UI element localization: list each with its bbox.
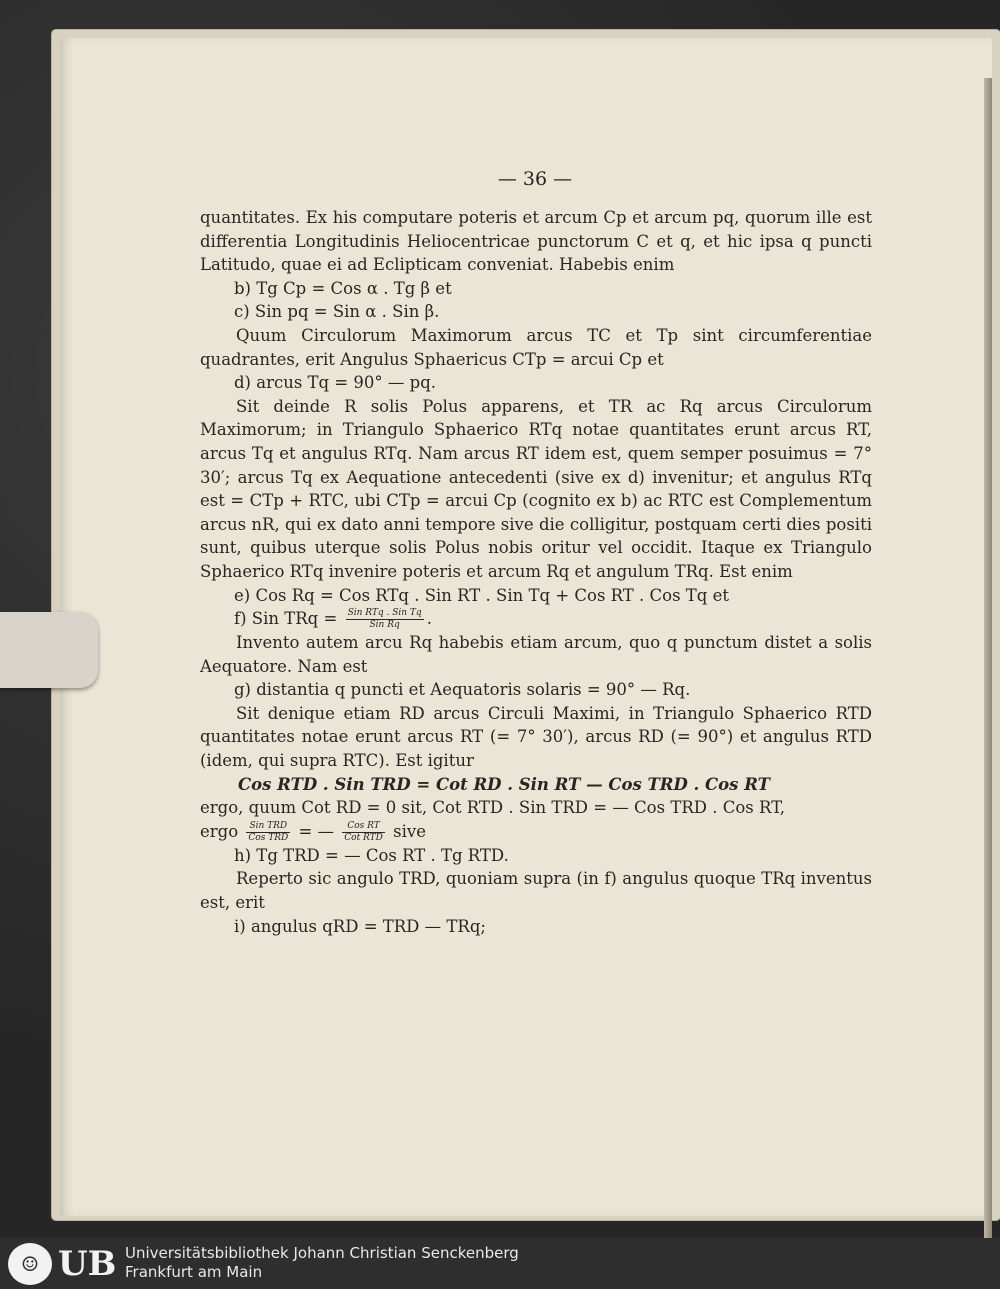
text-line: Reperto sic angulo TRD, quoniam supra (in f) angulus quoque TRq inventus est, erit bbox=[200, 869, 872, 913]
text-line: Invento autem arcu Rq habebis etiam arcum, quo q punctum distet a solis Aequatore. Nam est bbox=[200, 633, 872, 676]
page-text bbox=[200, 206, 872, 938]
equation-ergo-prefix: ergo bbox=[200, 821, 239, 841]
equation-ergo-suffix: sive bbox=[393, 821, 426, 841]
text-line: Sit deinde R solis Polus apparens, et TR ac Rq arcus Circulorum Maximorum; in Triangulo Sphaerico RTq notae quantitates erunt arcus RT, arcus Tq et angulus RTq. Nam arcus RT idem est, quem semper posuimus = 7° 30′; arcus Tq ex Aequatione antecedenti (sive ex d) invenitur; et angulus RTq est = CTp + RTC, ubi CTp = arcui Cp (cognito ex b) ac RTC est Complementum arcus nR, qui ex dato anni tempore sive die colligitur, postquam certi dies positi sunt, quibus uterque solis Polus nobis oritur vel occidit. Itaque ex Triangulo Sphaerico RTq invenire poteris et arcum Rq et angulum TRq. Est enim bbox=[200, 396, 872, 581]
text-line: g) distantia q puncti et Aequatoris solaris = 90° — Rq. bbox=[234, 680, 691, 700]
book-spine bbox=[984, 78, 992, 1258]
text-line: b) Tg Cp = Cos α . Tg β et bbox=[234, 278, 452, 298]
text-block-3 bbox=[200, 844, 872, 938]
fraction-denominator: Cot RTD bbox=[344, 832, 383, 843]
text-line: i) angulus qRD = TRD — TRq; bbox=[234, 916, 486, 936]
text-line: Quum Circulorum Maximorum arcus TC et Tp sint circumferentiae quadrantes, erit Angulus Sphaericus CTp = arcui Cp et bbox=[200, 325, 872, 369]
fraction-denominator: Cos TRD bbox=[248, 832, 289, 843]
bookmark-ribbon bbox=[0, 612, 98, 688]
fraction-numerator: Sin TRD bbox=[246, 821, 290, 833]
fraction-numerator: Cos RT bbox=[342, 821, 385, 833]
text-line: quantitates. Ex his computare poteris et arcum Cp et arcum pq, quorum ille est differentia Longitudinis Heliocentricae punctorum C et q, et hic ipsa q puncti Latitudo, quae ei ad Eclipticam conveniat. Habebis enim bbox=[200, 208, 872, 275]
library-name-line-2: Frankfurt am Main bbox=[125, 1263, 263, 1281]
equation-f-prefix: f) Sin TRq = bbox=[234, 609, 338, 629]
text-line: h) Tg TRD = — Cos RT . Tg RTD. bbox=[234, 845, 509, 865]
equation-ergo-fraction-1 bbox=[246, 821, 290, 844]
equation-f-fraction bbox=[346, 608, 424, 631]
page-number: — 36 — bbox=[497, 168, 573, 190]
equation-ergo-mid: = — bbox=[298, 821, 335, 841]
text-block-1 bbox=[200, 206, 872, 607]
text-line: e) Cos Rq = Cos RTq . Sin RT . Sin Tq + Cos RT . Cos Tq et bbox=[234, 585, 730, 605]
library-seal-icon: ☺ bbox=[8, 1243, 52, 1285]
text-block-2 bbox=[200, 631, 872, 820]
text-line: d) arcus Tq = 90° — pq. bbox=[234, 373, 437, 393]
fraction-numerator: Sin RTq . Sin Tq bbox=[347, 608, 422, 619]
library-logo: UB bbox=[58, 1244, 117, 1284]
text-line: ergo, quum Cot RD = 0 sit, Cot RTD . Sin TRD = — Cos TRD . Cos RT, bbox=[200, 798, 785, 818]
library-footer bbox=[0, 1238, 1000, 1289]
text-line: Sit denique etiam RD arcus Circuli Maximi, in Triangulo Sphaerico RTD quantitates notae erunt arcus RT (= 7° 30′), arcus RD (= 90°) et angulus RTD (idem, qui supra RTC). Est igitur bbox=[200, 703, 872, 771]
fraction-denominator: Sin Rq bbox=[369, 620, 400, 631]
text-line: c) Sin pq = Sin α . Sin β. bbox=[234, 302, 440, 322]
equation-ergo-fraction-2 bbox=[342, 821, 385, 844]
library-name-line-1: Universitätsbibliothek Johann Christian Senckenberg bbox=[125, 1244, 519, 1262]
equation-f-suffix: . bbox=[426, 609, 432, 629]
equation-ergo bbox=[200, 820, 872, 844]
equation-f bbox=[200, 607, 872, 631]
text-line: Cos RTD . Sin TRD = Cot RD . Sin RT — Cos TRD . Cos RT bbox=[238, 774, 770, 794]
library-name bbox=[125, 1244, 519, 1282]
